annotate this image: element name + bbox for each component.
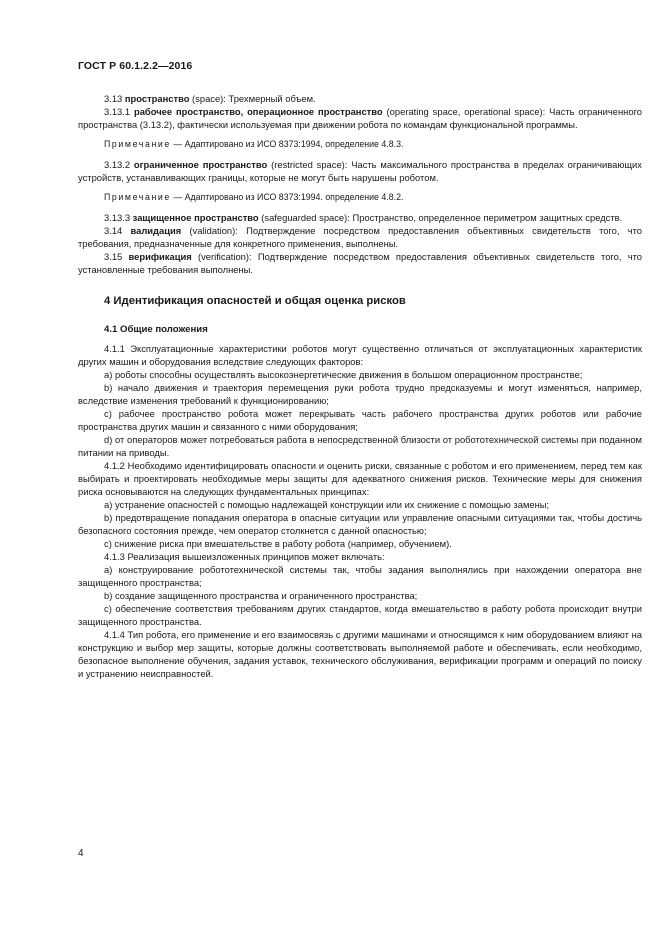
definition-3-13-3 (78, 211, 642, 224)
section-title: 4 Идентификация опасностей и общая оценка рисков (104, 295, 406, 307)
page-number: 4 (78, 848, 84, 859)
note-text: — Адаптировано из ИСО 8373:1994. определение 4.8.2. (170, 192, 404, 202)
clause-number: 3.13.3 (104, 212, 133, 223)
term: рабочее пространство, операционное пространство (133, 106, 383, 117)
definition-text: (operating space, operational space): Часть ограниченного пространства (3.13.2), фактически используемая при движении робота по командам функциональной программы. (78, 106, 642, 130)
term: ограниченное пространство (133, 159, 268, 170)
note-text: — Адаптировано из ИСО 8373:1994, определение 4.8.3. (170, 139, 404, 149)
definition-text: (space): Трехмерный объем. (189, 93, 316, 104)
list-item-4-1-1-c: c) рабочее пространство робота может перекрывать часть рабочего пространства других роботов или рабочие пространства других машин и связанного с ними оборудования; (78, 408, 642, 432)
clause-number: 3.13.2 (104, 159, 134, 170)
term: пространство (124, 93, 190, 104)
list-item-4-1-1-a: a) роботы способны осуществлять высокоэнергетические движения в большом операционном пространстве; (104, 369, 583, 380)
list-item-4-1-3-c: c) обеспечение соответствия требованиям других стандартов, когда вмешательство в работу робота происходит внутри защищенного пространства. (78, 603, 642, 627)
clause-number: 3.15 (104, 251, 129, 262)
term: верификация (128, 251, 192, 262)
list-item-4-1-1-b: b) начало движения и траектория перемещения руки робота трудно предсказуемы и могут изменяться, например, вследствие изменения требований к функционированию; (78, 382, 642, 406)
definition-text: (safeguarded space): Пространство, определенное периметром защитных средств. (258, 212, 623, 223)
note-2 (78, 191, 642, 204)
definition-text: (verification): Подтверждение посредством предоставления объективных свидетельств того, что установленные требования выполнены. (78, 251, 642, 275)
list-item-4-1-2-b: b) предотвращение попадания оператора в опасные ситуации или управление опасными ситуациями так, чтобы достичь безопасного состояния прежде, чем оператор столкнется с данной опасностью; (78, 512, 642, 536)
term: валидация (130, 225, 182, 236)
clause-number: 3.13.1 (104, 106, 134, 117)
subsection-title: 4.1 Общие положения (104, 324, 208, 335)
definition-text: (restricted space): Часть максимального пространства в пределах ограничивающих устройств, устанавливающих границы, которые не могут быть нарушены роботом. (78, 159, 642, 183)
definition-3-13 (78, 92, 642, 105)
clause-4-1-4: 4.1.4 Тип робота, его применение и его взаимосвязь с другими машинами и относящимся к ним оборудованием влияют на конструкцию и выбор мер защиты, которые должны соответствовать выполняемой работе и обеспечивать, если необходимо, безопасное выполнение обучения, задания уставок, технического обслуживания, верификации программ и операций по поиску и устранению неисправностей. (78, 629, 642, 679)
definition-3-13-2 (78, 158, 642, 184)
note-label: Примечание (104, 192, 171, 202)
definition-3-13-1 (78, 105, 642, 131)
clause-4-1-3: 4.1.3 Реализация вышеизложенных принципов может включать: (104, 551, 385, 562)
list-item-4-1-3-a: a) конструирование робототехнической системы так, чтобы задания выполнялись при нахождении оператора вне защищенного пространства; (78, 564, 642, 588)
list-item-4-1-1-d: d) от операторов может потребоваться работа в непосредственной близости от робототехнической системы при поданном питании на приводы. (78, 434, 642, 458)
list-item-4-1-3-b: b) создание защищенного пространства и ограниченного пространства; (104, 590, 418, 601)
definition-text: (validation): Подтверждение посредством предоставления объективных свидетельств того, что требования, предназначенные для конкретного применения, выполнены. (78, 225, 642, 249)
definition-3-14 (78, 224, 642, 250)
document-header: ГОСТ Р 60.1.2.2—2016 (78, 60, 193, 72)
clause-4-1-1: 4.1.1 Эксплуатационные характеристики роботов могут существенно отличаться от эксплуатационных характеристик других машин и оборудования вследствие следующих факторов: (78, 343, 642, 367)
note-label: Примечание (104, 139, 171, 149)
page-body (78, 92, 642, 680)
clause-number: 3.13 (104, 93, 125, 104)
definition-3-15 (78, 250, 642, 276)
clause-number: 3.14 (104, 225, 131, 236)
term: защищенное пространство (132, 212, 259, 223)
clause-4-1-2: 4.1.2 Необходимо идентифицировать опасности и оценить риски, связанные с роботом и его применением, перед тем как выбирать и проектировать необходимые меры защиты для адекватного снижения рисков. Технические меры для снижения риска основываются на следующих фундаментальных принципах: (78, 460, 642, 497)
note-1 (78, 138, 642, 151)
list-item-4-1-2-a: a) устранение опасностей с помощью надлежащей конструкции или их снижение с помощью замены; (104, 499, 550, 510)
list-item-4-1-2-c: c) снижение риска при вмешательстве в работу робота (например, обучением). (104, 538, 452, 549)
